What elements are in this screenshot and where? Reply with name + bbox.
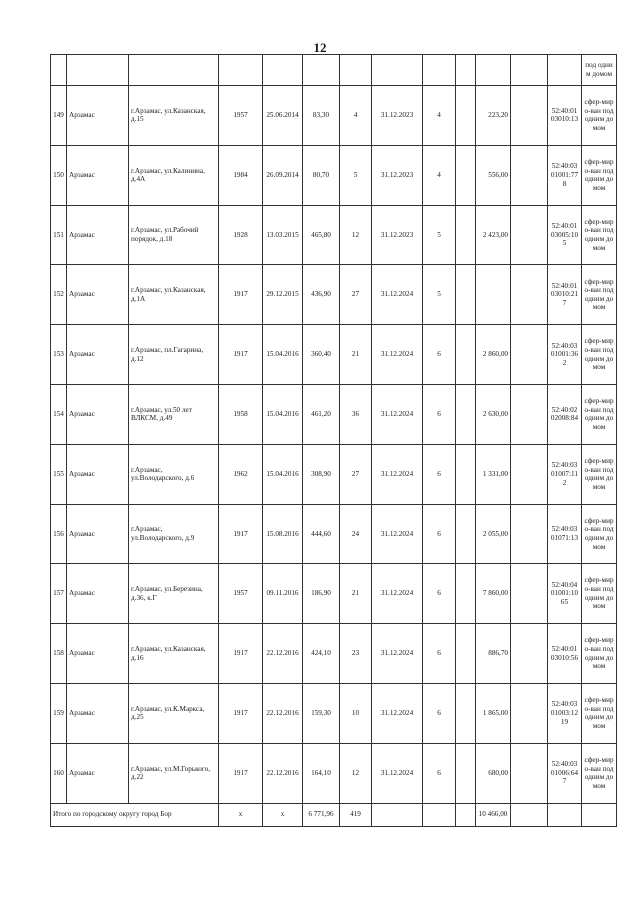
residents-count: 10 — [340, 683, 372, 743]
empty-cell — [511, 743, 548, 803]
total-residents: 419 — [340, 803, 372, 826]
cadastral-number: 52:40:0103010:13 — [548, 86, 582, 146]
city-name: Арзамас — [67, 624, 129, 684]
row-number: 156 — [51, 504, 67, 564]
status-note: сфер-миро-ван под одним домом — [582, 743, 617, 803]
plan-date: 31.12.2024 — [372, 683, 423, 743]
table-row — [51, 624, 617, 684]
house-address: г.Арзамас, ул.К.Маркса, д.25 — [129, 683, 219, 743]
empty-cell — [456, 205, 476, 265]
table-row — [51, 86, 617, 146]
city-name: Арзамас — [67, 265, 129, 325]
amount-value: 680,00 — [476, 743, 511, 803]
table-row — [51, 444, 617, 504]
cadastral-number: 52:40:0103005:105 — [548, 205, 582, 265]
build-year: 1917 — [219, 265, 263, 325]
empty-cell — [456, 86, 476, 146]
empty-cell — [511, 265, 548, 325]
row-number: 150 — [51, 145, 67, 205]
cadastral-number: 52:40:0301003:1219 — [548, 683, 582, 743]
empty-cell — [511, 803, 548, 826]
row-number: 151 — [51, 205, 67, 265]
residents-count: 27 — [340, 444, 372, 504]
cadastral-number: 52:40:0202008:84 — [548, 384, 582, 444]
build-year: 1917 — [219, 504, 263, 564]
table-row — [51, 683, 617, 743]
area-value: 83,30 — [303, 86, 340, 146]
row-number: 159 — [51, 683, 67, 743]
empty-cell — [511, 444, 548, 504]
residents-count: 24 — [340, 504, 372, 564]
status-note: сфер-миро-ван под одним домом — [582, 444, 617, 504]
build-year: 1917 — [219, 325, 263, 385]
empty-cell — [456, 624, 476, 684]
house-address: г.Арзамас, ул.Казанская, д.1А — [129, 265, 219, 325]
empty-cell — [511, 86, 548, 146]
table-row — [51, 743, 617, 803]
area-value: 424,10 — [303, 624, 340, 684]
amount-value: 7 860,00 — [476, 564, 511, 624]
city-name: Арзамас — [67, 564, 129, 624]
recognition-date: 09.11.2016 — [263, 564, 303, 624]
cadastral-number: 52:40:0301001:778 — [548, 145, 582, 205]
stage-number: 6 — [423, 384, 456, 444]
cadastral-number: 52:40:0301071:13 — [548, 504, 582, 564]
stage-number: 5 — [423, 205, 456, 265]
plan-date: 31.12.2024 — [372, 325, 423, 385]
recognition-date: 15.04.2016 — [263, 384, 303, 444]
build-year: 1917 — [219, 743, 263, 803]
status-note: сфер-миро-ван под одним домом — [582, 205, 617, 265]
empty-cell — [456, 743, 476, 803]
status-note: сфер-миро-ван под одним домом — [582, 325, 617, 385]
house-address: г.Арзамас, ул.Казанская, д.16 — [129, 624, 219, 684]
empty-cell — [511, 325, 548, 385]
residents-count: 4 — [340, 86, 372, 146]
empty-cell — [423, 803, 456, 826]
area-value: 186,90 — [303, 564, 340, 624]
empty-cell — [372, 803, 423, 826]
empty-cell — [511, 504, 548, 564]
residents-count: 21 — [340, 325, 372, 385]
plan-date: 31.12.2024 — [372, 624, 423, 684]
empty-cell — [456, 564, 476, 624]
plan-date: 31.12.2024 — [372, 743, 423, 803]
residents-count: 21 — [340, 564, 372, 624]
build-year: 1917 — [219, 624, 263, 684]
status-note: сфер-миро-ван под одним домом — [582, 683, 617, 743]
area-value: 164,10 — [303, 743, 340, 803]
total-area: 6 771,96 — [303, 803, 340, 826]
city-name: Арзамас — [67, 504, 129, 564]
table-row — [51, 325, 617, 385]
empty-cell — [511, 564, 548, 624]
stage-number: 4 — [423, 86, 456, 146]
plan-date: 31.12.2024 — [372, 504, 423, 564]
empty-cell — [456, 444, 476, 504]
recognition-date: 15.04.2016 — [263, 325, 303, 385]
empty-cell — [456, 325, 476, 385]
amount-value: 1 331,00 — [476, 444, 511, 504]
residents-count: 27 — [340, 265, 372, 325]
residents-count: 5 — [340, 145, 372, 205]
amount-value: 886,70 — [476, 624, 511, 684]
amount-value: 2 860,00 — [476, 325, 511, 385]
plan-date: 31.12.2024 — [372, 564, 423, 624]
table-row — [51, 504, 617, 564]
recognition-date: 25.06.2014 — [263, 86, 303, 146]
row-number: 155 — [51, 444, 67, 504]
stage-number: 6 — [423, 444, 456, 504]
row-number: 157 — [51, 564, 67, 624]
status-note: сфер-миро-ван под одним домом — [582, 504, 617, 564]
residents-count: 36 — [340, 384, 372, 444]
amount-value: 2 055,00 — [476, 504, 511, 564]
status-note: сфер-миро-ван под одним домом — [582, 384, 617, 444]
area-value: 461,20 — [303, 384, 340, 444]
empty-cell — [456, 265, 476, 325]
area-value: 159,30 — [303, 683, 340, 743]
cadastral-number: 52:40:0401001:1065 — [548, 564, 582, 624]
house-address: г.Арзамас, ул.50 лет ВЛКСМ, д.49 — [129, 384, 219, 444]
empty-cell — [511, 145, 548, 205]
table-row — [51, 145, 617, 205]
empty-cell — [456, 683, 476, 743]
build-year: 1984 — [219, 145, 263, 205]
plan-date: 31.12.2024 — [372, 265, 423, 325]
empty-cell — [456, 145, 476, 205]
recognition-date: 15.04.2016 — [263, 444, 303, 504]
total-year: х — [219, 803, 263, 826]
recognition-date: 13.03.2015 — [263, 205, 303, 265]
city-name: Арзамас — [67, 743, 129, 803]
empty-cell — [456, 803, 476, 826]
cadastral-number: 52:40:0103010:217 — [548, 265, 582, 325]
amount-value: 223,20 — [476, 86, 511, 146]
register-table-body — [51, 55, 617, 827]
stage-number: 6 — [423, 624, 456, 684]
table-row — [51, 205, 617, 265]
city-name: Арзамас — [67, 683, 129, 743]
build-year: 1917 — [219, 683, 263, 743]
register-table — [50, 54, 617, 827]
cadastral-number: 52:40:0103010:56 — [548, 624, 582, 684]
total-label: Итого по городскому округу город Бор — [51, 803, 219, 826]
stage-number: 6 — [423, 743, 456, 803]
cadastral-number: 52:40:0301001:362 — [548, 325, 582, 385]
empty-cell — [456, 504, 476, 564]
empty-cell — [511, 205, 548, 265]
stage-number: 6 — [423, 564, 456, 624]
area-value: 308,90 — [303, 444, 340, 504]
recognition-date: 29.12.2015 — [263, 265, 303, 325]
amount-value: 556,00 — [476, 145, 511, 205]
row-number: 160 — [51, 743, 67, 803]
city-name: Арзамас — [67, 384, 129, 444]
plan-date: 31.12.2024 — [372, 384, 423, 444]
city-name: Арзамас — [67, 86, 129, 146]
status-note: сфер-миро-ван под одним домом — [582, 86, 617, 146]
house-address: г.Арзамас, ул.Березина, д.36, к.Г — [129, 564, 219, 624]
amount-value — [476, 265, 511, 325]
status-note: сфер-миро-ван под одним домом — [582, 624, 617, 684]
status-note: под одним домом — [582, 55, 617, 86]
recognition-date: 15.08.2016 — [263, 504, 303, 564]
row-number: 153 — [51, 325, 67, 385]
build-year: 1958 — [219, 384, 263, 444]
recognition-date: 22.12.2016 — [263, 624, 303, 684]
row-number: 152 — [51, 265, 67, 325]
empty-cell — [582, 803, 617, 826]
area-value: 465,80 — [303, 205, 340, 265]
table-row-fragment — [51, 55, 617, 86]
city-name: Арзамас — [67, 325, 129, 385]
stage-number: 4 — [423, 145, 456, 205]
plan-date: 31.12.2023 — [372, 145, 423, 205]
total-row — [51, 803, 617, 826]
amount-value: 2 630,00 — [476, 384, 511, 444]
page-number: 12 — [313, 40, 327, 55]
row-number: 149 — [51, 86, 67, 146]
stage-number: 6 — [423, 683, 456, 743]
plan-date: 31.12.2023 — [372, 205, 423, 265]
build-year: 1962 — [219, 444, 263, 504]
residents-count: 23 — [340, 624, 372, 684]
empty-cell — [511, 683, 548, 743]
status-note: сфер-миро-ван под одним домом — [582, 265, 617, 325]
plan-date: 31.12.2023 — [372, 86, 423, 146]
build-year: 1928 — [219, 205, 263, 265]
table-row — [51, 265, 617, 325]
empty-cell — [511, 384, 548, 444]
residents-count: 12 — [340, 205, 372, 265]
stage-number: 5 — [423, 265, 456, 325]
area-value: 444,60 — [303, 504, 340, 564]
amount-value: 1 865,00 — [476, 683, 511, 743]
empty-cell — [456, 384, 476, 444]
cadastral-number: 52:40:0301007:112 — [548, 444, 582, 504]
stage-number: 6 — [423, 325, 456, 385]
stage-number: 6 — [423, 504, 456, 564]
city-name: Арзамас — [67, 444, 129, 504]
cadastral-number: 52:40:0301006:647 — [548, 743, 582, 803]
house-address: г.Арзамас, пл.Гагарина, д.12 — [129, 325, 219, 385]
table-row — [51, 564, 617, 624]
plan-date: 31.12.2024 — [372, 444, 423, 504]
status-note: сфер-миро-ван под одним домом — [582, 145, 617, 205]
house-address: г.Арзамас, ул.М.Горького, д.22 — [129, 743, 219, 803]
total-amount: 10 466,00 — [476, 803, 511, 826]
row-number: 154 — [51, 384, 67, 444]
house-address: г.Арзамас, ул.Казанская, д.15 — [129, 86, 219, 146]
row-number: 158 — [51, 624, 67, 684]
house-address: г.Арзамас, ул.Калинина, д.4А — [129, 145, 219, 205]
area-value: 436,90 — [303, 265, 340, 325]
build-year: 1957 — [219, 564, 263, 624]
status-note: сфер-миро-ван под одним домом — [582, 564, 617, 624]
city-name: Арзамас — [67, 205, 129, 265]
empty-cell — [548, 803, 582, 826]
recognition-date: 22.12.2016 — [263, 683, 303, 743]
area-value: 80,70 — [303, 145, 340, 205]
city-name: Арзамас — [67, 145, 129, 205]
table-row — [51, 384, 617, 444]
build-year: 1957 — [219, 86, 263, 146]
residents-count: 12 — [340, 743, 372, 803]
amount-value: 2 423,00 — [476, 205, 511, 265]
recognition-date: 26.09.2014 — [263, 145, 303, 205]
total-date: х — [263, 803, 303, 826]
empty-cell — [511, 624, 548, 684]
house-address: г.Арзамас, ул.Володарского, д.9 — [129, 504, 219, 564]
recognition-date: 22.12.2016 — [263, 743, 303, 803]
area-value: 360,40 — [303, 325, 340, 385]
house-address: г.Арзамас, ул.Володарского, д.6 — [129, 444, 219, 504]
house-address: г.Арзамас, ул.Рабочий порядок, д.18 — [129, 205, 219, 265]
